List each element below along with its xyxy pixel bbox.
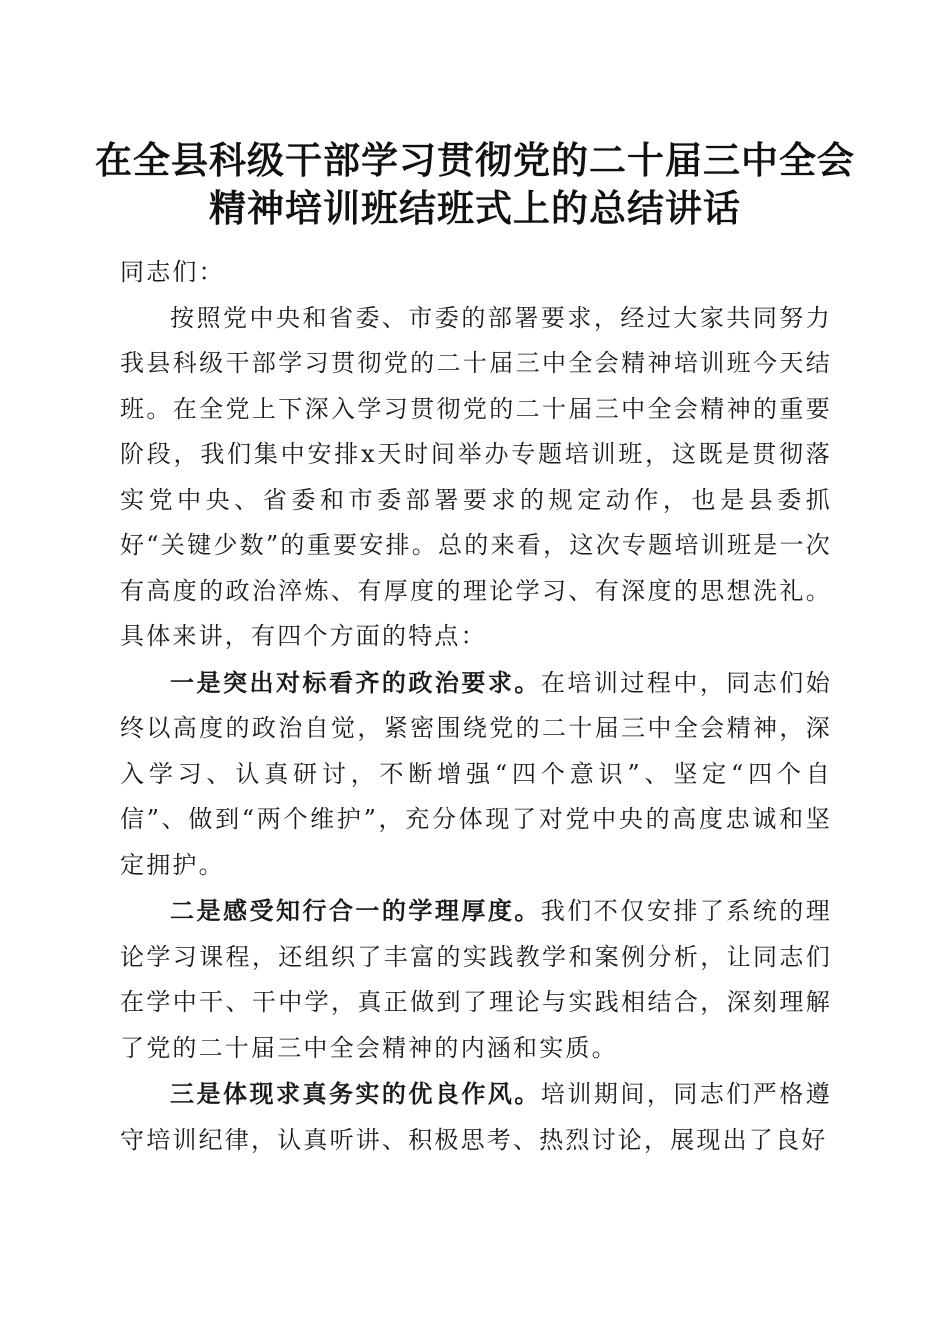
- paragraph-point-2: [120, 888, 832, 1071]
- title-line-2: 精神培训班结班式上的总结讲话: [209, 186, 741, 230]
- paragraph-intro: [120, 296, 832, 660]
- paragraph-lead: 三是体现求真务实的优良作风。: [170, 1079, 541, 1108]
- paragraph-lead: 一是突出对标看齐的政治要求。: [170, 667, 541, 697]
- document-title: [90, 136, 860, 232]
- salutation: 同志们：: [120, 258, 225, 286]
- paragraph-text: 在培训过程中，同志们始终以高度的政治自觉，紧密围绕党的二十届三中全会精神，深入学习、认真研讨，不断增强“四个意识”、坚定“四个自信”、做到“两个维护”，充分体现了对党中央的高度忠诚和坚定拥护。: [120, 668, 832, 879]
- paragraph-text: 培训期间，同志们严格遵守培训纪律，认真听讲、积极思考、热烈讨论，展现出了良好: [120, 1080, 832, 1154]
- paragraph-text: 我们不仅安排了系统的理论学习课程，还组织了丰富的实践教学和案例分析，让同志们在学中干、干中学，真正做到了理论与实践相结合，深刻理解了党的二十届三中全会精神的内涵和实质。: [120, 897, 832, 1062]
- paragraph-text: 按照党中央和省委、市委的部署要求，经过大家共同努力我县科级干部学习贯彻党的二十届三中全会精神培训班今天结班。在全党上下深入学习贯彻党的二十届三中全会精神的重要阶段，我们集中安排x天时间举办专题培训班，这既是贯彻落实党中央、省委和市委部署要求的规定动作，也是县委抓好“关键少数”的重要安排。总的来看，这次专题培训班是一次有高度的政治淬炼、有厚度的理论学习、有深度的思想洗礼。具体来讲，有四个方面的特点：: [120, 303, 832, 650]
- document-body: [120, 250, 832, 1163]
- title-line-1: 在全县科级干部学习贯彻党的二十届三中全会: [95, 138, 855, 182]
- paragraph-lead: 二是感受知行合一的学理厚度。: [170, 896, 541, 925]
- paragraph-point-1: [120, 660, 832, 889]
- paragraph-point-3: [120, 1071, 832, 1163]
